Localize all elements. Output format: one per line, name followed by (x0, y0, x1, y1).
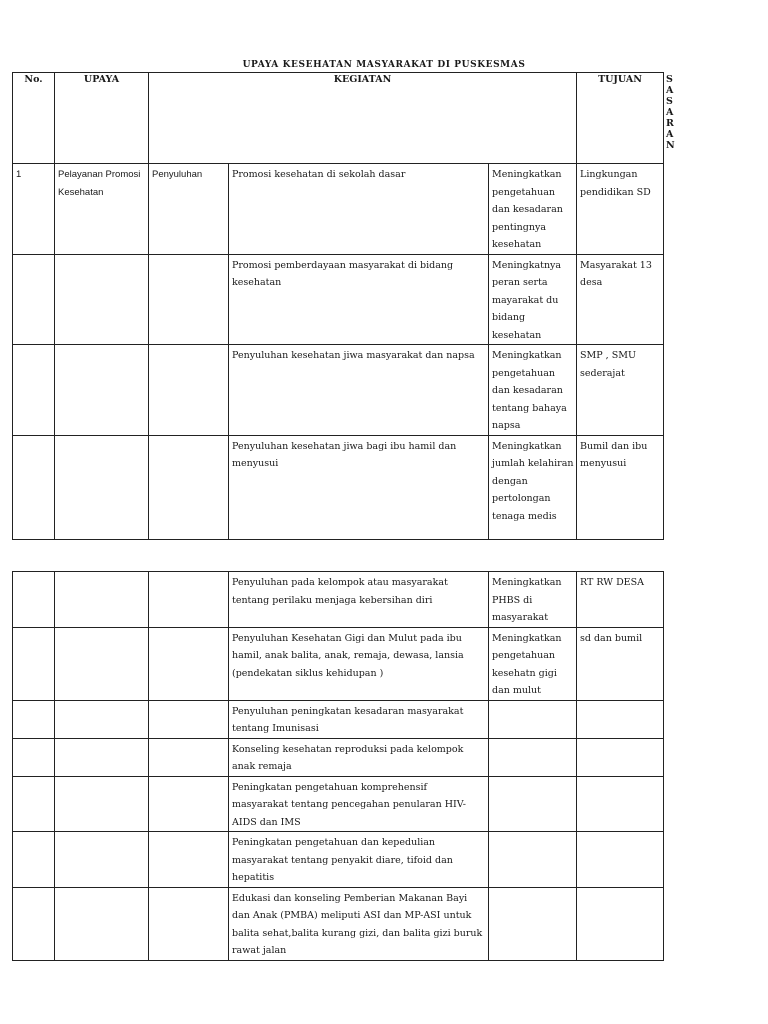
cell-sub-upaya: Penyuluhan (149, 164, 229, 255)
cell-sub-upaya (149, 572, 229, 628)
cell-tujuan: Meningkatkan pengetahuan dan kesadaran pentingnya kesehatan (489, 164, 577, 255)
cell-no (13, 776, 55, 832)
table-row (13, 345, 664, 436)
table-row (13, 776, 664, 832)
cell-sasaran (577, 887, 664, 960)
cell-sasaran: RT RW DESA (577, 572, 664, 628)
cell-upaya (55, 254, 149, 345)
cell-upaya (55, 776, 149, 832)
cell-sasaran: sd dan bumil (577, 627, 664, 700)
cell-sub-upaya (149, 776, 229, 832)
table-row (13, 254, 664, 345)
header-no: No. (13, 73, 55, 164)
cell-tujuan (489, 700, 577, 738)
cell-kegiatan: Penyuluhan kesehatan jiwa bagi ibu hamil dan menyusui (229, 435, 489, 539)
cell-kegiatan: Peningkatan pengetahuan komprehensif masyarakat tentang pencegahan penularan HIV-AIDS dan IMS (229, 776, 489, 832)
cell-sub-upaya (149, 700, 229, 738)
cell-upaya (55, 345, 149, 436)
cell-no (13, 627, 55, 700)
cell-sub-upaya (149, 832, 229, 888)
cell-sub-upaya (149, 435, 229, 539)
cell-tujuan: Meningkatkan PHBS di masyarakat (489, 572, 577, 628)
header-upaya: UPAYA (55, 73, 149, 164)
cell-tujuan (489, 776, 577, 832)
cell-kegiatan: Promosi kesehatan di sekolah dasar (229, 164, 489, 255)
cell-kegiatan: Promosi pemberdayaan masyarakat di bidang kesehatan (229, 254, 489, 345)
cell-sub-upaya (149, 627, 229, 700)
program-table-page-1 (12, 72, 675, 540)
cell-no (13, 254, 55, 345)
cell-kegiatan: Penyuluhan kesehatan jiwa masyarakat dan napsa (229, 345, 489, 436)
cell-kegiatan: Penyuluhan peningkatan kesadaran masyarakat tentang Imunisasi (229, 700, 489, 738)
cell-upaya (55, 435, 149, 539)
header-tujuan: TUJUAN (577, 73, 664, 164)
cell-sasaran: Masyarakat 13 desa (577, 254, 664, 345)
cell-upaya: Pelayanan Promosi Kesehatan (55, 164, 149, 255)
table-row (13, 887, 664, 960)
cell-tujuan (489, 832, 577, 888)
cell-upaya (55, 832, 149, 888)
table-row (13, 435, 664, 539)
cell-upaya (55, 700, 149, 738)
cell-no (13, 345, 55, 436)
cell-tujuan: Meningkatkan pengetahuan dan kesadaran tentang bahaya napsa (489, 345, 577, 436)
cell-upaya (55, 738, 149, 776)
cell-tujuan (489, 738, 577, 776)
cell-sub-upaya (149, 345, 229, 436)
cell-no: 1 (13, 164, 55, 255)
table-header-row: No. UPAYA KEGIATAN TUJUAN SASARAN (13, 73, 664, 164)
cell-sasaran (577, 776, 664, 832)
cell-sasaran: Bumil dan ibu menyusui (577, 435, 664, 539)
cell-kegiatan: Penyuluhan pada kelompok atau masyarakat tentang perilaku menjaga kebersihan diri (229, 572, 489, 628)
cell-no (13, 700, 55, 738)
cell-sasaran (577, 832, 664, 888)
cell-sub-upaya (149, 887, 229, 960)
cell-kegiatan: Edukasi dan konseling Pemberian Makanan Bayi dan Anak (PMBA) meliputi ASI dan MP-ASI untuk balita sehat,balita kurang gizi, dan balita gizi buruk rawat jalan (229, 887, 489, 960)
table-row (13, 738, 664, 776)
cell-sasaran: SMP , SMU sederajat (577, 345, 664, 436)
cell-no (13, 887, 55, 960)
cell-sasaran (577, 700, 664, 738)
cell-sasaran: Lingkungan pendidikan SD (577, 164, 664, 255)
cell-upaya (55, 887, 149, 960)
cell-no (13, 572, 55, 628)
program-table-page-2 (12, 571, 664, 961)
cell-kegiatan: Penyuluhan Kesehatan Gigi dan Mulut pada ibu hamil, anak balita, anak, remaja, dewasa, lansia (pendekatan siklus kehidupan ) (229, 627, 489, 700)
cell-sub-upaya (149, 738, 229, 776)
document-title: UPAYA KESEHATAN MASYARAKAT DI PUSKESMAS (242, 60, 526, 70)
cell-upaya (55, 627, 149, 700)
cell-tujuan: Meningkatnya peran serta mayarakat du bidang kesehatan (489, 254, 577, 345)
cell-kegiatan: Peningkatan pengetahuan dan kepedulian masyarakat tentang penyakit diare, tifoid dan hepatitis (229, 832, 489, 888)
cell-tujuan (489, 887, 577, 960)
table-row (13, 700, 664, 738)
cell-sub-upaya (149, 254, 229, 345)
cell-tujuan: Meningkatkan pengetahuan kesehatn gigi dan mulut (489, 627, 577, 700)
cell-no (13, 435, 55, 539)
cell-no (13, 832, 55, 888)
cell-sasaran (577, 738, 664, 776)
table-row (13, 572, 664, 628)
cell-kegiatan: Konseling kesehatan reproduksi pada kelompok anak remaja (229, 738, 489, 776)
table-row (13, 832, 664, 888)
cell-no (13, 738, 55, 776)
table-row (13, 627, 664, 700)
header-kegiatan: KEGIATAN (149, 73, 577, 164)
cell-upaya (55, 572, 149, 628)
cell-tujuan: Meningkatkan jumlah kelahiran dengan pertolongan tenaga medis (489, 435, 577, 539)
table-row (13, 164, 664, 255)
